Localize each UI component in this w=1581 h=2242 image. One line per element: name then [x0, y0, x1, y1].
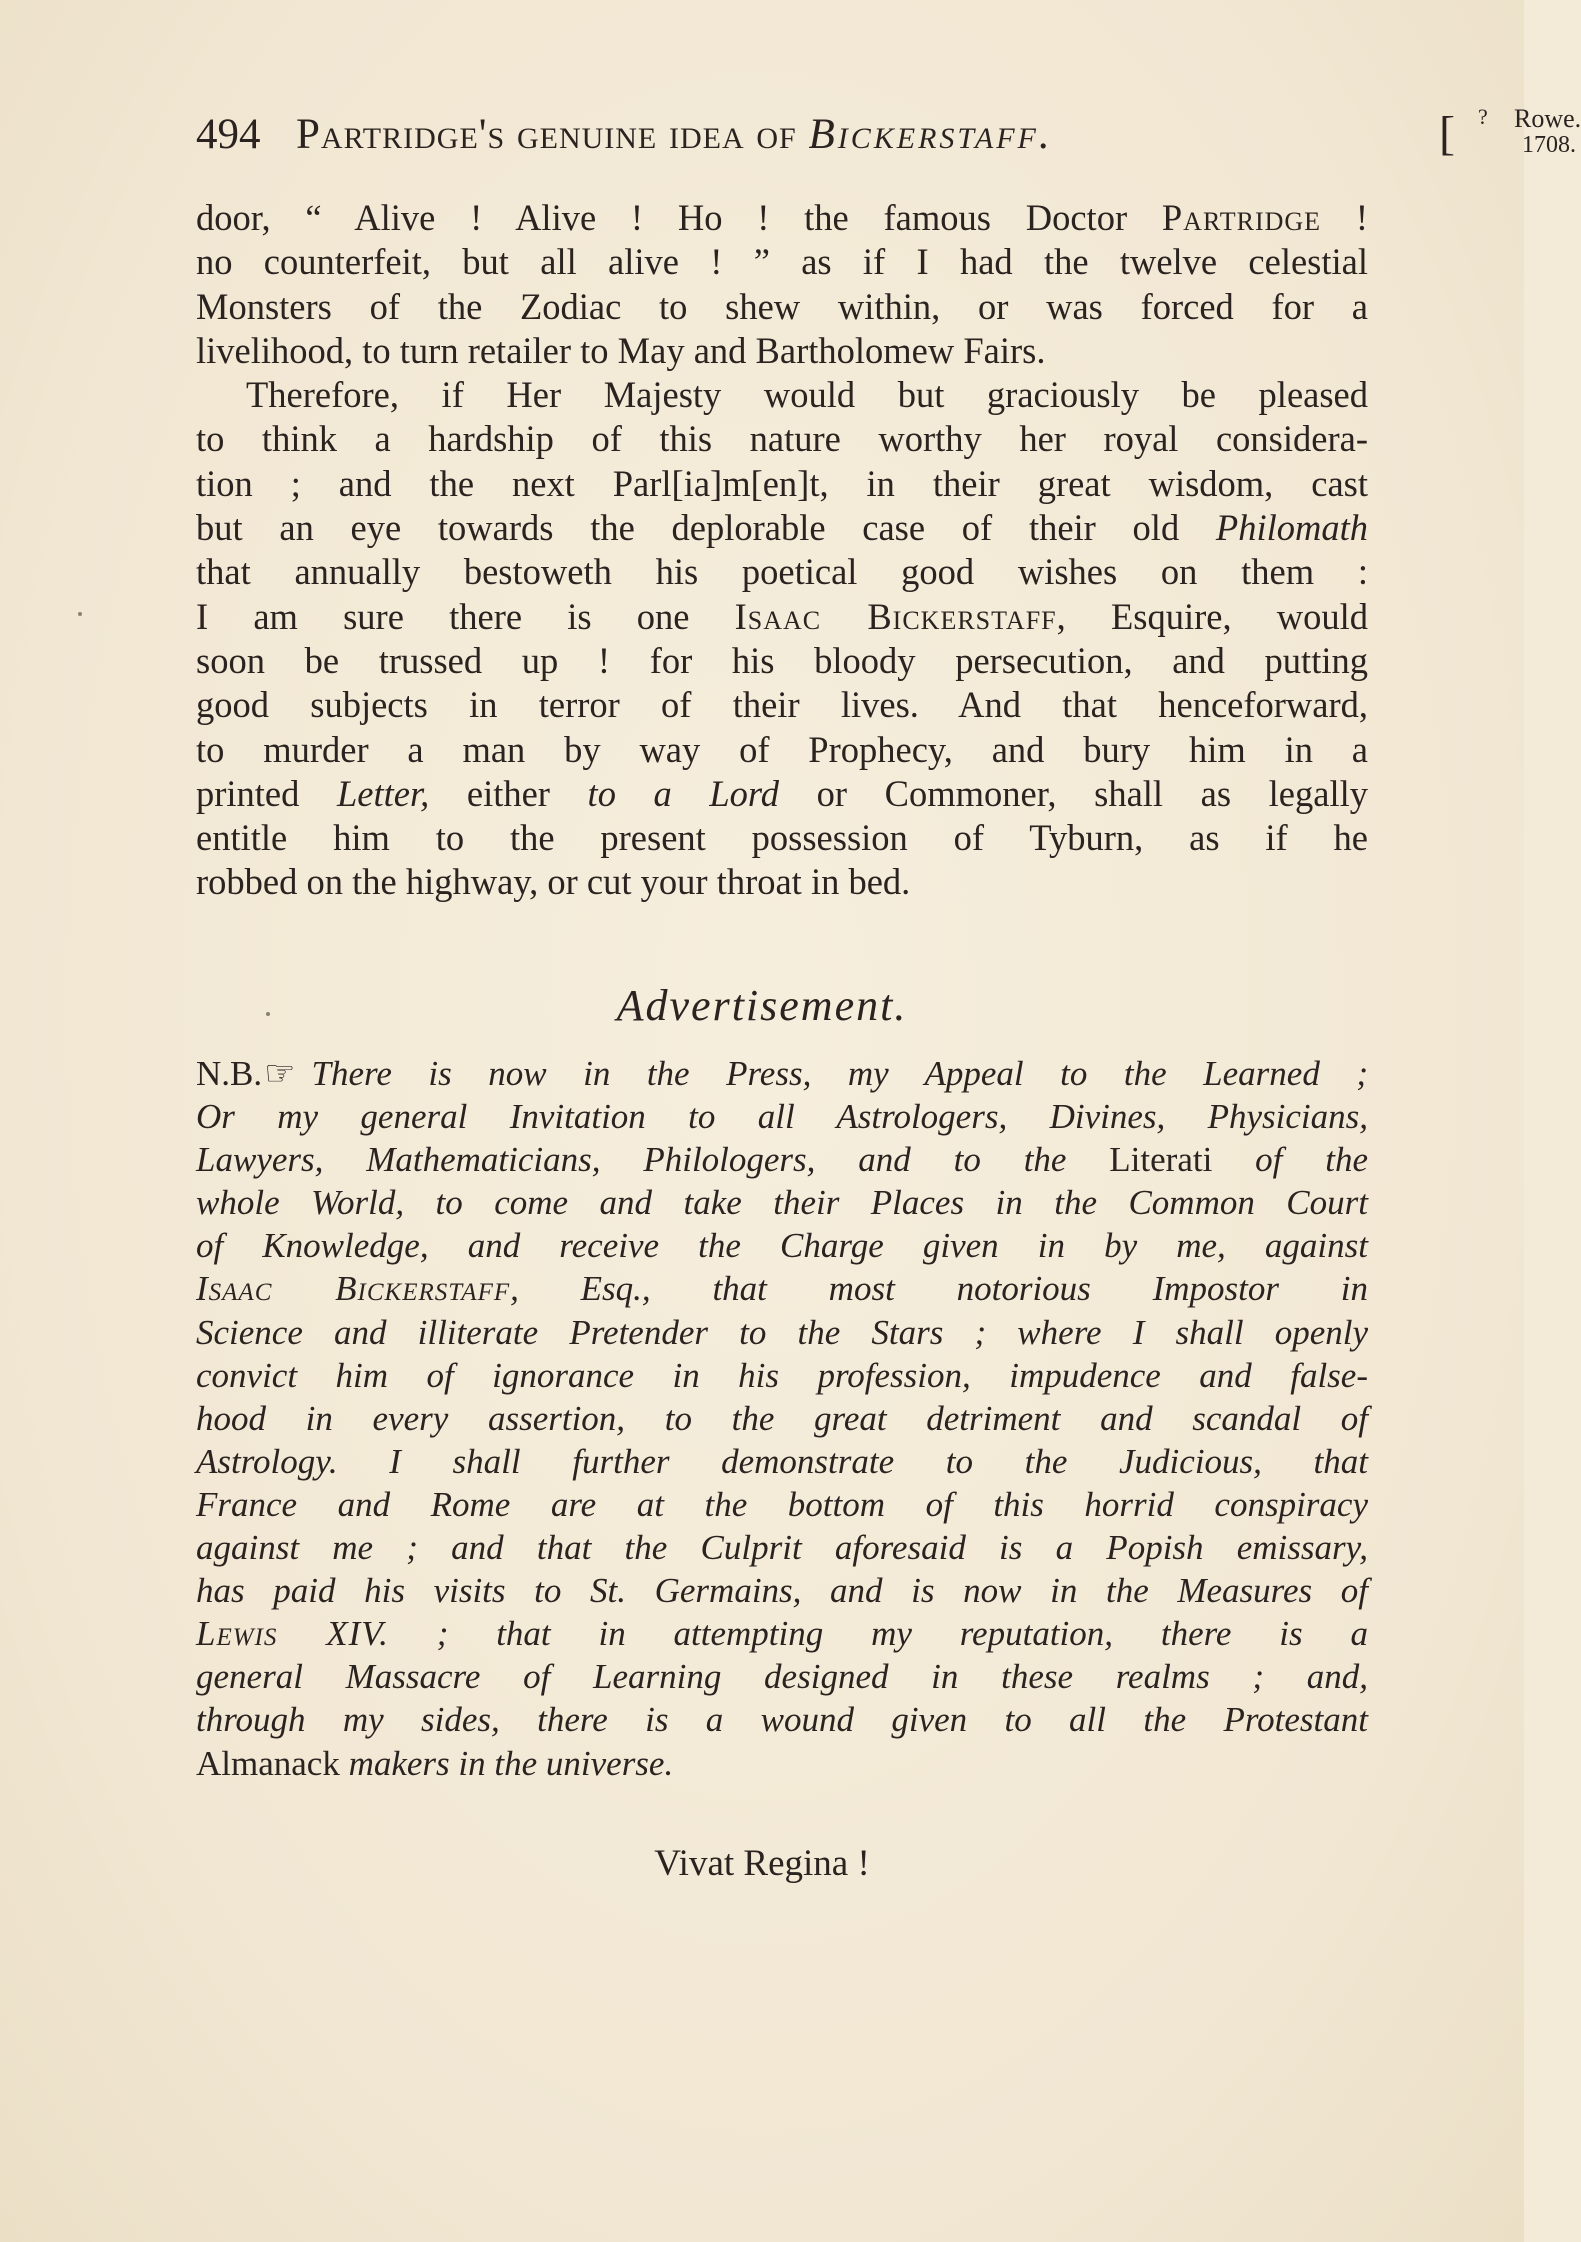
text-line: livelihood, to turn retailer to May and Bartholomew Fairs. — [196, 329, 1046, 371]
text-run: , Esquire, would — [1056, 595, 1368, 637]
text-line — [196, 506, 1368, 550]
text-line — [196, 772, 1368, 816]
text-run-italic: There is now in the Press, my Appeal to the Learned ; — [311, 1054, 1368, 1093]
text-line: good subjects in terror of their lives. And that henceforward, — [196, 684, 1368, 726]
text-run: door, “ Alive ! Alive ! Ho ! the famous Doctor — [196, 197, 1162, 238]
text-line: Science and illiterate Pretender to the Stars ; where I shall openly — [196, 1312, 1368, 1352]
header-question-mark: ? — [1478, 104, 1488, 129]
text-run: Almanack — [196, 1743, 340, 1783]
text-line — [196, 1052, 1368, 1095]
advertisement-text — [196, 1052, 1368, 1785]
header-bracket: [ — [1439, 107, 1455, 160]
text-run-smallcaps: Partridge — [1161, 197, 1322, 238]
text-line — [196, 1267, 1368, 1310]
closing-line: Vivat Regina ! — [654, 1843, 870, 1884]
text-line: against me ; and that the Culprit aforesaid is a Popish emissary, — [196, 1528, 1368, 1568]
paper-speck — [266, 1012, 270, 1016]
nb-label: N.B. — [196, 1054, 263, 1093]
margin-note-year: 1708. — [1522, 132, 1576, 158]
text-line: general Massacre of Learning designed in these realms ; and, — [196, 1657, 1368, 1697]
text-line — [196, 595, 1368, 639]
text-run: or Commoner, shall as legally — [779, 772, 1368, 814]
text-line: Or my general Invitation to all Astrologers, Divines, Physicians, — [196, 1097, 1368, 1137]
text-line: robbed on the highway, or cut your throat in bed. — [196, 861, 911, 903]
text-run: I am sure there is one — [196, 595, 735, 637]
text-line: convict him of ignorance in his profession, impudence and false- — [196, 1355, 1368, 1395]
text-line: whole World, to come and take their Places in the Common Court — [196, 1183, 1368, 1223]
text-line: no counterfeit, but all alive ! ” as if I had the twelve celestial — [196, 241, 1368, 283]
running-title — [296, 110, 1053, 159]
text-run-italic: , Esq., that most notorious Impostor in — [510, 1269, 1368, 1309]
text-run-smallcaps: Isaac Bickerstaff — [196, 1269, 511, 1309]
text-run-italic: to a Lord — [587, 772, 780, 814]
text-run-italic: of the — [1212, 1140, 1368, 1180]
running-title-italic: Bickerstaff. — [808, 111, 1053, 158]
text-line: to think a hardship of this nature worthy her royal considera- — [196, 418, 1368, 460]
text-run-italic: Lawyers, Mathematicians, Philologers, and to the — [196, 1140, 1110, 1180]
text-line: tion ; and the next Parl[ia]m[en]t, in their great wisdom, cast — [196, 462, 1368, 504]
text-line: that annually bestoweth his poetical good wishes on them : — [196, 551, 1368, 593]
pointing-hand-icon: ☞ — [264, 1054, 296, 1093]
text-line: France and Rome are at the bottom of this horrid conspiracy — [196, 1484, 1368, 1524]
text-line: has paid his visits to St. Germains, and is now in the Measures of — [196, 1571, 1368, 1611]
text-run: printed — [196, 772, 337, 814]
text-line: soon be trussed up ! for his bloody persecution, and putting — [196, 639, 1368, 681]
text-run-italic: Letter, — [336, 772, 430, 814]
text-line: through my sides, there is a wound given to all the Protestant — [196, 1700, 1368, 1740]
margin-note-author: Rowe. — [1514, 104, 1581, 133]
text-run: but an eye towards the deplorable case of their old — [196, 507, 1216, 549]
text-line: Monsters of the Zodiac to shew within, or was forced for a — [196, 285, 1368, 327]
body-text — [196, 196, 1368, 905]
text-line — [196, 1612, 1368, 1655]
page-number: 494 — [196, 111, 261, 158]
text-line: to murder a man by way of Prophecy, and bury him in a — [196, 728, 1368, 770]
text-run: Literati — [1109, 1140, 1213, 1180]
text-line: of Knowledge, and receive the Charge given in by me, against — [196, 1226, 1368, 1266]
running-title-text: Partridge's genuine idea of — [296, 111, 797, 158]
text-line — [196, 1138, 1368, 1181]
paper-speck — [78, 612, 82, 616]
text-run-smallcaps: Lewis XIV. — [196, 1614, 389, 1654]
text-run: ! — [1321, 197, 1368, 238]
text-line — [196, 1742, 1368, 1785]
text-run-italic: ; that in attempting my reputation, there is a — [388, 1614, 1368, 1654]
text-line: Astrology. I shall further demonstrate to the Judicious, that — [196, 1441, 1368, 1481]
text-run-italic: makers in the universe. — [339, 1743, 674, 1783]
text-run-smallcaps: Isaac Bickerstaff — [734, 595, 1057, 637]
text-line: hood in every assertion, to the great detriment and scandal of — [196, 1398, 1368, 1438]
running-header — [196, 100, 1581, 170]
text-run: either — [429, 772, 588, 814]
text-line: Therefore, if Her Majesty would but graciously be pleased — [246, 374, 1368, 416]
text-run-italic: Philomath — [1215, 507, 1368, 549]
text-line: entitle him to the present possession of Tyburn, as if he — [196, 817, 1368, 859]
advertisement-heading: Advertisement. — [616, 981, 908, 1030]
text-line — [196, 196, 1368, 240]
